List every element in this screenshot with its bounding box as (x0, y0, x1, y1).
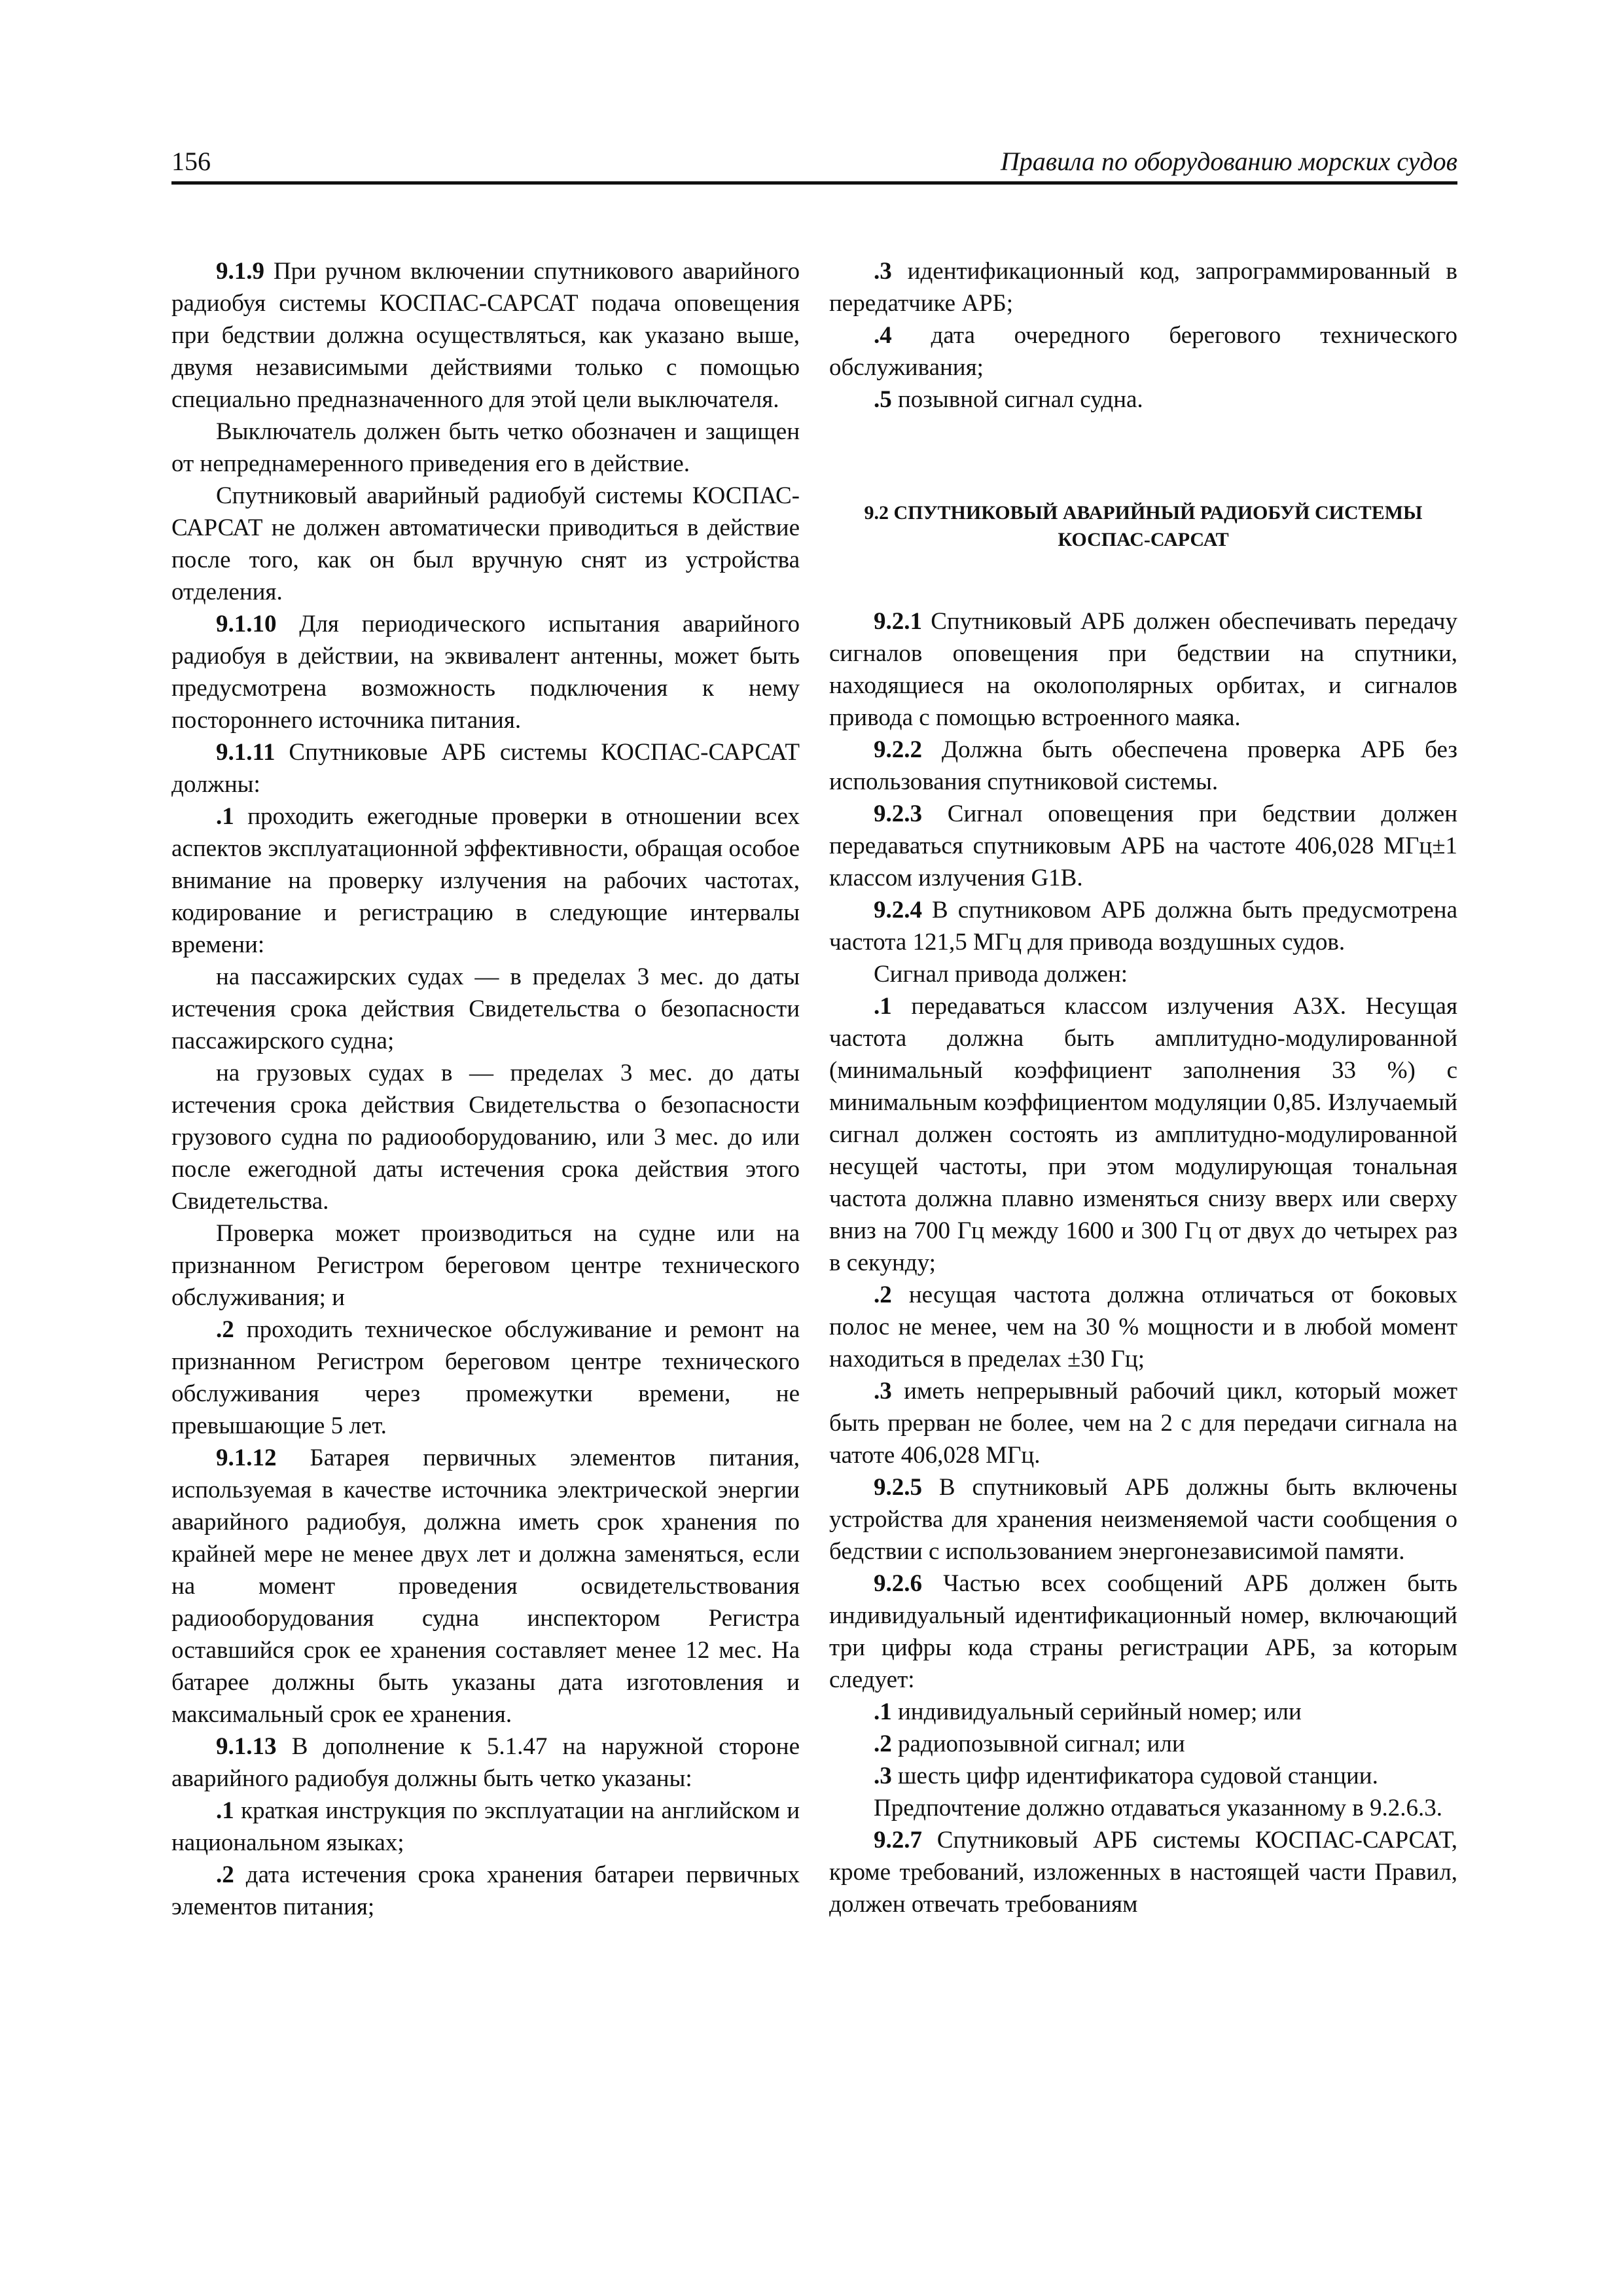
paragraph-9-2-2: 9.2.2 Должна быть обеспечена проверка АРБ без использования спутниковой системы. (829, 736, 1457, 795)
paragraph-9-2-5: 9.2.5 В спутниковый АРБ должны быть включены устройства для хранения неизменяемой части сообщения о бедствии с использованием энергонезависимой памяти. (829, 1474, 1457, 1565)
paragraph-9-2-3: 9.2.3 Сигнал оповещения при бедствии должен передаваться спутниковым АРБ на частоте 406,028 МГц±1 классом излучения G1B. (829, 800, 1457, 891)
list-item: .3 идентификационный код, запрограммированный в передатчике АРБ; (829, 258, 1457, 317)
list-item: .2 радиопозывной сигнал; или (874, 1731, 1185, 1757)
list-item: .2 проходить техническое обслуживание и ремонт на признанном Регистром береговом центре технического обслуживания через промежутки времени, не превышающие 5 лет. (171, 1316, 800, 1439)
paragraph: на пассажирских судах — в пределах 3 мес. до даты истечения срока действия Свидетельства о безопасности пассажирского судна; (171, 963, 800, 1054)
paragraph: Выключатель должен быть четко обозначен и защищен от непреднамеренного приведения его в действие. (171, 418, 800, 477)
left-column (171, 255, 800, 1923)
list-item: .4 дата очередного берегового технического обслуживания; (829, 322, 1457, 381)
paragraph-9-2-7: 9.2.7 Спутниковый АРБ системы КОСПАС-САРСАТ, кроме требований, изложенных в настоящей части Правил, должен отвечать требованиям (829, 1827, 1457, 1918)
page-header (171, 143, 1457, 181)
right-column (829, 255, 1457, 1920)
paragraph: на грузовых судах в — пределах 3 мес. до даты истечения срока действия Свидетельства о безопасности грузового судна по радиооборудованию, или 3 мес. до или после ежегодной даты истечения срока действия этого Свидетельства. (171, 1060, 800, 1215)
list-item: .2 несущая частота должна отличаться от боковых полос не менее, чем на 30 % мощности и в любой момент находиться в пределах ±30 Гц; (829, 1282, 1457, 1372)
paragraph-9-2-4: 9.2.4 В спутниковом АРБ должна быть предусмотрена частота 121,5 МГц для привода воздушных судов. (829, 897, 1457, 956)
list-item: .1 индивидуальный серийный номер; или (874, 1698, 1302, 1725)
paragraph-9-1-10: 9.1.10 Для периодического испытания аварийного радиобуя в действии, на эквивалент антенны, может быть предусмотрена возможность подключения к нему постороннего источника питания. (171, 611, 800, 734)
section-title: 9.2 СПУТНИКОВЫЙ АВАРИЙНЫЙ РАДИОБУЙ СИСТЕМЫ КОСПАС-САРСАТ (864, 502, 1423, 550)
header-rule (171, 181, 1457, 185)
paragraph-9-2-6: 9.2.6 Частью всех сообщений АРБ должен быть индивидуальный идентификационный номер, включающий три цифры кода страны регистрации АРБ, за которым следует: (829, 1570, 1457, 1693)
paragraph-9-1-13: 9.1.13 В дополнение к 5.1.47 на наружной стороне аварийного радиобуя должны быть четко указаны: (171, 1733, 800, 1792)
list-item: .2 дата истечения срока хранения батареи первичных элементов питания; (171, 1861, 800, 1920)
paragraph-9-1-9: 9.1.9 При ручном включении спутникового аварийного радиобуя системы КОСПАС-САРСАТ подача оповещения при бедствии должна осуществляться, как указано выше, двумя независимыми действиями только с помощью специально предназначенного для этой цели выключателя. (171, 258, 800, 413)
list-item: .1 проходить ежегодные проверки в отношении всех аспектов эксплуатационной эффективности, обращая особое внимание на проверку излучения на рабочих частотах, кодирование и регистрацию в следующие интервалы времени: (171, 803, 800, 958)
paragraph-9-1-11: 9.1.11 Спутниковые АРБ системы КОСПАС-САРСАТ должны: (171, 739, 800, 798)
running-title: Правила по оборудованию морских судов (1000, 147, 1457, 176)
list-item: .1 краткая инструкция по эксплуатации на английском и национальном языках; (171, 1797, 800, 1856)
paragraph: Спутниковый аварийный радиобуй системы КОСПАС-САРСАТ не должен автоматически приводиться в действие после того, как он был вручную снят из устройства отделения. (171, 482, 800, 605)
list-item: .5 позывной сигнал судна. (874, 386, 1143, 413)
paragraph-9-2-1: 9.2.1 Спутниковый АРБ должен обеспечивать передачу сигналов оповещения при бедствии на спутники, находящиеся на околополярных орбитах, и сигналов привода с помощью встроенного маяка. (829, 608, 1457, 731)
list-item: .1 передаваться классом излучения A3X. Несущая частота должна быть амплитудно-модулированной (минимальный коэффициент заполнения 33 %) с минимальным коэффициентом модуляции 0,85. Излучаемый сигнал должен состоять из амплитудно-модулированной несущей частоты, при этом модулирующая тональная частота должна плавно изменяться снизу вверх или сверху вниз на 700 Гц между 1600 и 300 Гц от двух до четырех раз в секунду; (829, 993, 1457, 1276)
paragraph: Предпочтение должно отдаваться указанному в 9.2.6.3. (874, 1795, 1442, 1821)
list-item: .3 шесть цифр идентификатора судовой станции. (874, 1763, 1378, 1789)
list-item: .3 иметь непрерывный рабочий цикл, который может быть прерван не более, чем на 2 с для передачи сигнала на чатоте 406,028 МГц. (829, 1378, 1457, 1469)
paragraph: Сигнал привода должен: (874, 961, 1128, 988)
paragraph: Проверка может производиться на судне или на признанном Регистром береговом центре технического обслуживания; и (171, 1220, 800, 1311)
paragraph-9-1-12: 9.1.12 Батарея первичных элементов питания, используемая в качестве источника электрической энергии аварийного радиобуя, должна иметь срок хранения по крайней мере не менее двух лет и должна заменяться, если на момент проведения освидетельствования радиооборудования судна инспектором Регистра оставшийся срок ее хранения составляет менее 12 мес. На батарее должны быть указаны дата изготовления и максимальный срок ее хранения. (171, 1444, 800, 1728)
page-number: 156 (171, 147, 211, 176)
